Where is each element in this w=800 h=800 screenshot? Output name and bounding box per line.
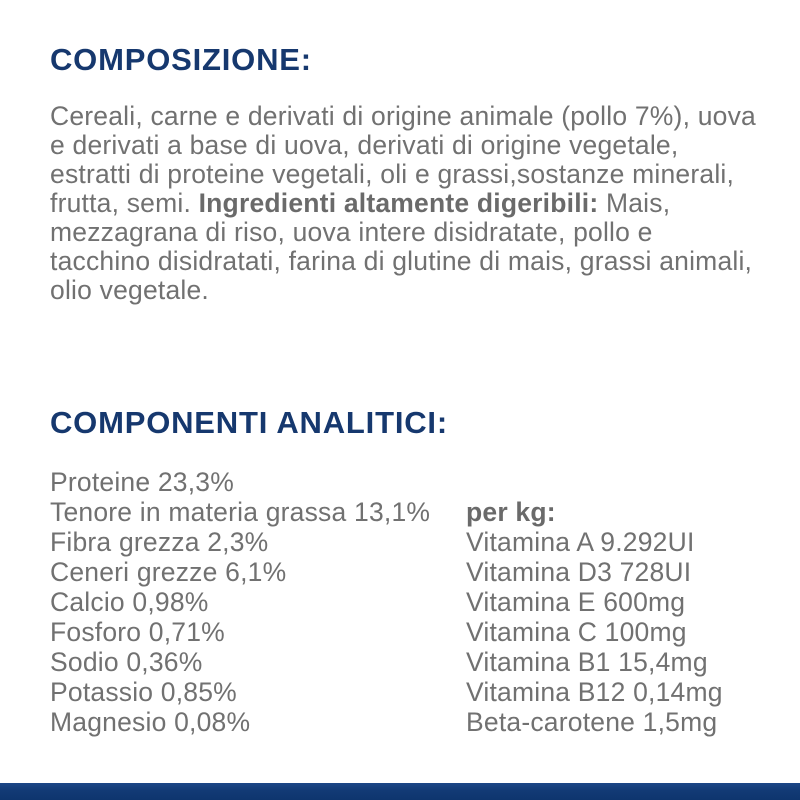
vitamin-line: Beta-carotene 1,5mg xyxy=(466,707,718,737)
vitamin-line: Vitamina E 600mg xyxy=(466,587,686,617)
nutrient-line: Potassio 0,85% xyxy=(50,677,237,707)
nutrient-line: Sodio 0,36% xyxy=(50,647,203,677)
nutrient-line: Fibra grezza 2,3% xyxy=(50,527,269,557)
vitamin-line: Vitamina B12 0,14mg xyxy=(466,677,723,707)
nutrient-line: Magnesio 0,08% xyxy=(50,707,251,737)
composition-ingredients-text: Cereali, carne e derivati di origine animale (pollo 7%), uova e derivati a base di uova, derivati di origine vegetale, estratti di proteine vegetali, oli e grassi,sostanze minerali, frutta, semi. xyxy=(50,101,756,218)
digestible-ingredients-label: Ingredienti altamente digeribili: xyxy=(198,188,599,218)
composition-section xyxy=(50,42,755,305)
nutrient-line: Ceneri grezze 6,1% xyxy=(50,557,287,587)
nutrient-line: Proteine 23,3% xyxy=(50,467,235,497)
nutrient-line: Fosforo 0,71% xyxy=(50,617,225,647)
composition-paragraph xyxy=(50,102,758,305)
nutrient-line: Calcio 0,98% xyxy=(50,587,209,617)
vitamin-line: Vitamina C 100mg xyxy=(466,617,687,647)
per-kg-label: per kg: xyxy=(466,497,556,527)
vitamins-list xyxy=(466,527,723,737)
nutrient-line: Tenore in materia grassa 13,1% xyxy=(50,497,431,527)
digestible-ingredients-text: Mais, mezzagrana di riso, uova intere disidratate, pollo e tacchino disidratati, farina di glutine di mais, grassi animali, olio vegetale. xyxy=(50,188,753,305)
footer-navy-bar xyxy=(0,783,800,800)
analytical-components-heading: COMPONENTI ANALITICI: xyxy=(50,405,448,440)
composition-heading: COMPOSIZIONE: xyxy=(50,42,312,77)
analytics-columns xyxy=(50,467,755,737)
analytical-components-section xyxy=(50,405,755,737)
vitamin-line: Vitamina B1 15,4mg xyxy=(466,647,708,677)
nutrients-column xyxy=(50,467,466,737)
vitamin-line: Vitamina A 9.292UI xyxy=(466,527,695,557)
vitamins-column xyxy=(466,497,723,737)
vitamin-line: Vitamina D3 728UI xyxy=(466,557,692,587)
